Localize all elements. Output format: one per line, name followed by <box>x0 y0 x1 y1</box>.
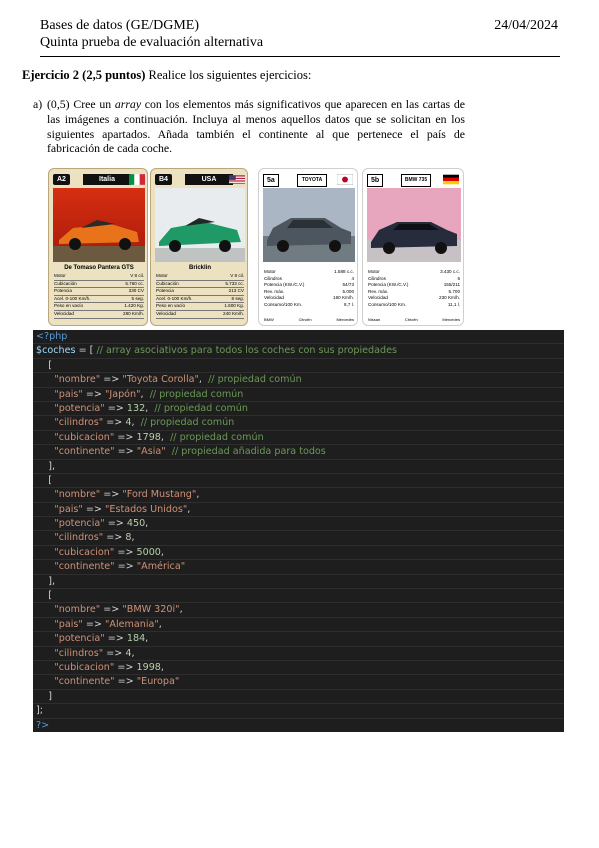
code-line: ]; <box>33 704 564 718</box>
code-line: "cubicacion" => 1798, // propiedad común <box>33 431 564 445</box>
card-toyota-corolla <box>258 168 358 326</box>
exam-subtitle: Quinta prueba de evaluación alternativa <box>40 35 264 50</box>
card-footer: BMW Citroën Mercedes <box>264 317 354 322</box>
card-specs: Motor V 8 cil. Cubicación 5.760 cc. Potencia 330 CV Acel. 0-100 Km/h. 5 seg. Peso en vacío 1.420 Kg. Velocidad 280 Km/h. <box>54 273 144 319</box>
course-title: Bases de datos (GE/DGME) <box>40 18 200 33</box>
card-tag: A2 <box>53 174 70 185</box>
code-line: "nombre" => "Ford Mustang", <box>33 488 564 502</box>
item-a <box>33 97 465 156</box>
code-line: ] <box>33 690 564 704</box>
usa-flag-icon <box>229 174 245 185</box>
header-rule <box>40 56 560 57</box>
code-line: "nombre" => "Toyota Corolla", // propiedad común <box>33 373 564 387</box>
exercise-title: Ejercicio 2 (2,5 puntos) Realice los siguientes ejercicios: <box>22 68 312 82</box>
code-line: "nombre" => "BMW 320i", <box>33 603 564 617</box>
card-specs: Motor 3.430 c.c. Cilindros 6 Potencia (KW./C.V.) 155/211 Rev. máx. 5.700 Velocidad 230 Km/h. Consumo/100 Km. 11,1 l. <box>368 269 460 307</box>
dark-bmw-photo <box>367 188 461 262</box>
code-line: [ <box>33 474 564 488</box>
card-footer: Nissan Citroën Mercedes <box>368 317 460 322</box>
code-line: "cilindros" => 4, <box>33 647 564 661</box>
card-specs: Motor V 8 cil. Cubicación 5.733 cc. Potencia 213 CV Acel. 0-100 Km/h. 8 seg. Peso en vacío 1.600 Kg. Velocidad 240 Km/h. <box>156 273 244 319</box>
card-tag: 5a <box>263 174 279 187</box>
card-country: Italia <box>83 174 131 185</box>
code-line: ?> <box>33 719 564 732</box>
card-country: USA <box>185 174 233 185</box>
germany-flag-icon <box>443 174 459 185</box>
php-code-block <box>33 330 564 732</box>
code-line: "cilindros" => 4, // propiedad común <box>33 416 564 430</box>
card-car-name: Bricklin <box>188 265 211 271</box>
card-bmw-735 <box>362 168 464 326</box>
code-line: "continente" => "América" <box>33 560 564 574</box>
code-line: $coches = [ // array asociativos para todos los coches con sus propiedades <box>33 344 564 358</box>
code-line: "pais" => "Japón", // propiedad común <box>33 388 564 402</box>
code-line: "cubicacion" => 5000, <box>33 546 564 560</box>
code-line: [ <box>33 359 564 373</box>
card-de-tomaso <box>48 168 148 326</box>
card-specs: Motor 1.588 c.c. Cilindros 4 Potencia (KW./C.V.) 64/73 Rev. máx. 5.000 Velocidad 160 Km/h. Consumo/100 Km. 8,7 l. <box>264 269 354 307</box>
code-line: ], <box>33 460 564 474</box>
green-car-photo <box>155 188 245 262</box>
card-tag: B4 <box>155 174 172 185</box>
card-bricklin <box>150 168 248 326</box>
item-a-text: (0,5) Cree un array con los elementos más significativos que aparecen en las cartas de las imágenes a continuación. Incluya al menos aquellos datos que se solicitan en los siguientes apartados. Añada también el continente al que pertenece el país de fabricación de cada coche. <box>47 97 465 156</box>
code-line: "pais" => "Alemania", <box>33 618 564 632</box>
code-line: "continente" => "Europa" <box>33 675 564 689</box>
item-a-label: a) <box>33 97 43 111</box>
code-line: [ <box>33 589 564 603</box>
grey-sedan-photo <box>263 188 355 262</box>
card-country: BMW 735 <box>401 174 431 187</box>
document-header <box>40 17 560 51</box>
card-tag: 5b <box>367 174 383 187</box>
code-line: "potencia" => 450, <box>33 517 564 531</box>
red-car-photo <box>53 188 145 262</box>
card-country: TOYOTA <box>297 174 327 187</box>
card-car-name: De Tomaso Pantera GTS <box>64 265 134 271</box>
code-line: "continente" => "Asia" // propiedad añadida para todos <box>33 445 564 459</box>
car-cards-image <box>48 168 464 326</box>
code-line: "cubicacion" => 1998, <box>33 661 564 675</box>
japan-flag-icon <box>337 174 353 185</box>
code-line: "pais" => "Estados Unidos", <box>33 503 564 517</box>
code-line: "potencia" => 132, // propiedad común <box>33 402 564 416</box>
code-line: "potencia" => 184, <box>33 632 564 646</box>
code-line: "cilindros" => 8, <box>33 531 564 545</box>
code-line: ], <box>33 575 564 589</box>
exam-date: 24/04/2024 <box>494 18 558 33</box>
italy-flag-icon <box>129 174 145 185</box>
code-line: <?php <box>33 330 564 344</box>
